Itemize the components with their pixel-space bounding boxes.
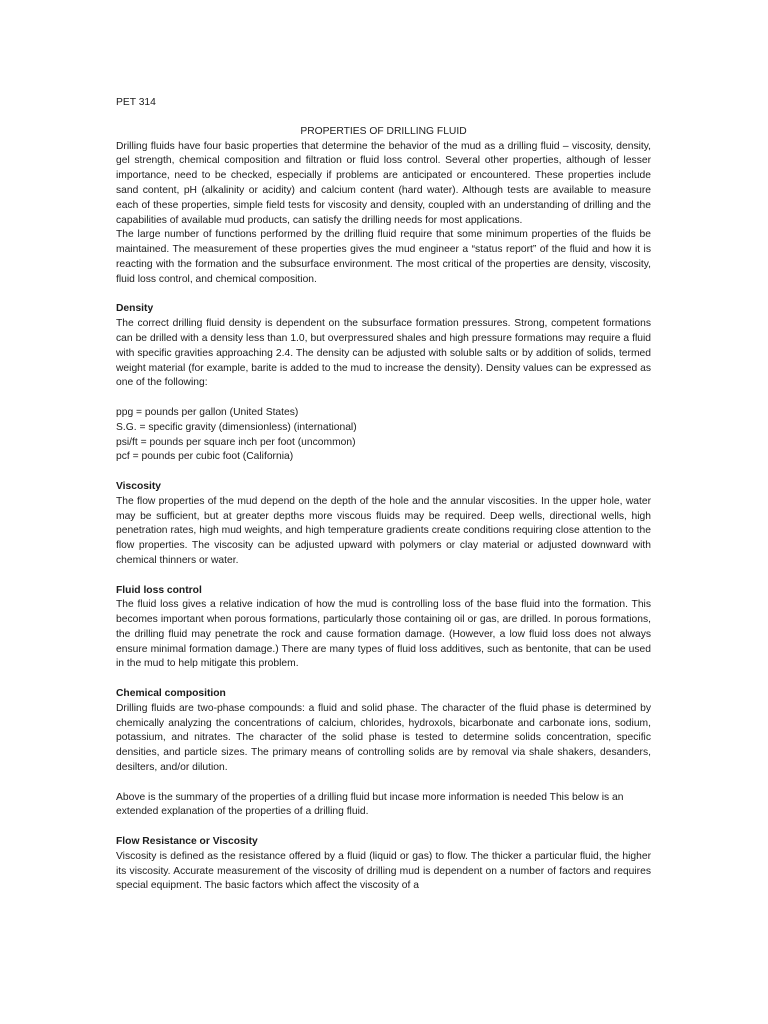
page-title: PROPERTIES OF DRILLING FLUID: [300, 125, 467, 137]
fluid-loss-body: The fluid loss gives a relative indication of how the mud is controlling loss of the base fluid into the formation. This becomes important when porous formations, particularly those containing oil or gas, are drilled. In porous formations, the drilling fluid may penetrate the rock and cause formation damage. (However, a low fluid loss does not always ensure minimal formation damage.) There are many types of fluid loss additives, such as bentonite, that can be used in the mud to help mitigate this problem.: [116, 599, 651, 670]
flow-resistance-body: Viscosity is defined as the resistance offered by a fluid (liquid or gas) to flow. The thicker a particular fluid, the higher its viscosity. Accurate measurement of the viscosity of drilling mud is dependent on a number of factors and requires special equipment. The basic factors which affect the viscosity of a: [116, 850, 651, 892]
viscosity-body: The flow properties of the mud depend on the depth of the hole and the annular viscosities. In the upper hole, water may be sufficient, but at greater depths more viscous fluids may be required. Deep wells, directional wells, high penetration rates, high mud weights, and high temperature gradients create conditions requiring close attention to the flow properties. The viscosity can be adjusted upward with polymers or clay material or adjusted downward with chemical thinners or water.: [116, 495, 651, 566]
summary-paragraph: Above is the summary of the properties of a drilling fluid but incase more information is needed This below is an extended explanation of the properties of a drilling fluid.: [116, 791, 624, 818]
list-item: ppg = pounds per gallon (United States): [116, 406, 299, 418]
chemical-composition-heading: Chemical composition: [116, 688, 226, 700]
list-item: psi/ft = pounds per square inch per foot (uncommon): [116, 436, 356, 448]
document-page: [116, 96, 651, 894]
density-units-list: [116, 406, 651, 465]
chemical-composition-body: Drilling fluids are two-phase compounds: a fluid and solid phase. The character of the fluid phase is determined by chemically analyzing the concentrations of calcium, chlorides, hydroxols, bicarbonate and carbonate ions, sodium, potassium, and nitrates. The character of the solid phase is tested to determine solids concentration, specific densities, and particle sizes. The primary means of controlling solids are by removal via shale shakers, desanders, desilters, and/or dilution.: [116, 702, 651, 774]
list-item: S.G. = specific gravity (dimensionless) (international): [116, 421, 357, 433]
density-body: The correct drilling fluid density is dependent on the subsurface formation pressures. Strong, competent formations can be drilled with a density less than 1.0, but overpressured shales and high pressure formations may require a fluid with specific gravities approaching 2.4. The density can be adjusted with soluble salts or by addition of solids, termed weight material (for example, barite is added to the mud to increase the density). Density values can be expressed as one of the following:: [116, 318, 651, 389]
viscosity-heading: Viscosity: [116, 480, 162, 492]
list-item: pcf = pounds per cubic foot (California): [116, 451, 294, 463]
flow-resistance-heading: Flow Resistance or Viscosity: [116, 836, 258, 848]
fluid-loss-heading: Fluid loss control: [116, 584, 202, 596]
density-heading: Density: [116, 303, 154, 315]
course-code: PET 314: [116, 97, 156, 108]
intro-paragraph-1: Drilling fluids have four basic properties that determine the behavior of the mud as a drilling fluid – viscosity, density, gel strength, chemical composition and filtration or fluid loss control. Several other properties, although of lesser importance, need to be checked, especially if problems are anticipated or encountered. These properties include sand content, pH (alkalinity or acidity) and calcium content (hard water). Although tests are available to measure each of these properties, simple field tests for viscosity and density, coupled with an understanding of drilling and the capabilities of available mud products, can satisfy the drilling needs for most applications.: [116, 140, 651, 226]
intro-paragraph-2: The large number of functions performed by the drilling fluid require that some minimum properties of the fluids be maintained. The measurement of these properties gives the mud engineer a “status report” of the fluid and how it is reacting with the formation and the subsurface environment. The most critical of the properties are density, viscosity, fluid loss control, and chemical composition.: [116, 229, 651, 285]
